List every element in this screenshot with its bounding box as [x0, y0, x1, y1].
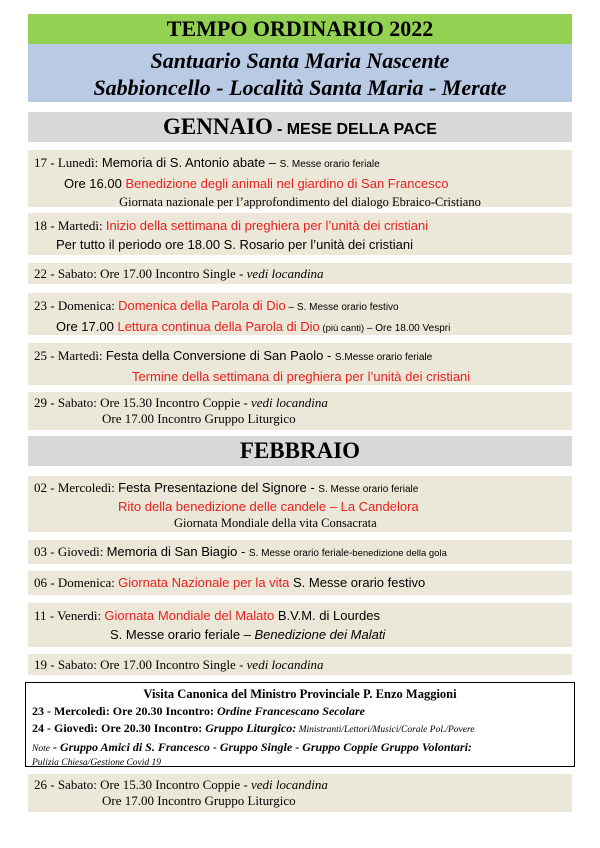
visit-line-group: Ordine Francescano Secolare	[216, 704, 365, 718]
event-jan-17	[28, 150, 572, 207]
event-highlight: Giornata Mondiale del Malato	[104, 608, 275, 623]
event-note: S. Messe orario feriale –	[110, 627, 255, 642]
event-small-note: benedizione della gola	[352, 548, 447, 559]
event-feb-19	[28, 654, 572, 675]
month-header-january	[28, 112, 572, 142]
event-jan-23	[28, 293, 572, 335]
event-extra: Ore 17.00 Incontro Gruppo Liturgico	[102, 411, 296, 426]
event-note: vedi locandina	[246, 657, 324, 672]
event-date: 23 - Domenica:	[34, 298, 119, 313]
event-date: 02 - Mercoledì:	[34, 480, 119, 495]
event-title: B.V.M. di Lourdes	[274, 608, 380, 623]
event-date: 11 - Venerdì:	[34, 608, 105, 623]
month-name: GENNAIO	[163, 114, 273, 139]
event-extra: Benedizione dei Malati	[254, 627, 386, 642]
event-highlight: Giornata Nazionale per la vita	[118, 575, 290, 590]
event-highlight: Rito della benedizione delle candele – La Candelora	[118, 499, 419, 514]
month-subtitle: - MESE DELLA PACE	[276, 121, 437, 138]
event-highlight: Domenica della Parola di Dio	[118, 298, 286, 313]
visit-line-date: 23 - Mercoledì: Ore 20.30 Incontro:	[32, 704, 217, 718]
visit-line-group: Gruppo Liturgico:	[205, 721, 297, 735]
event-highlight: Benedizione degli animali nel giardino di San Francesco	[125, 176, 449, 191]
event-feb-02	[28, 476, 572, 532]
event-date: 18 - Martedì:	[34, 218, 106, 233]
event-title: Memoria di S. Antonio abate –	[98, 155, 280, 170]
event-small-note: (più canti)	[319, 323, 365, 334]
event-note: vedi locandina	[250, 777, 328, 792]
event-feb-03	[28, 540, 572, 564]
subtitle-sanctuary: Santuario Santa Maria Nascente	[150, 48, 450, 73]
event-extra: Giornata nazionale per l’approfondimento del dialogo Ebraico-Cristiano	[119, 195, 481, 209]
event-date: 03 - Giovedì:	[34, 544, 107, 559]
event-note: – S. Messe orario festivo	[285, 302, 399, 313]
visit-note-extra: Pulizia Chiesa/Gestione Covid 19	[32, 758, 162, 768]
event-date: 17 - Lunedì:	[34, 155, 99, 170]
event-title: Festa della Conversione di San Paolo -	[105, 348, 335, 363]
visit-note-groups: - Gruppo Amici di S. Francesco - Gruppo Single - Gruppo Coppie Gruppo Volontari:	[49, 740, 472, 754]
event-feb-11	[28, 603, 572, 647]
event-extra: Per tutto il periodo ore 18.00 S. Rosario per l’unità dei cristiani	[56, 237, 413, 252]
event-highlight: Termine della settimana di preghiera per l’unità dei cristiani	[132, 369, 471, 384]
event-extra: Giornata Mondiale della vita Consacrata	[174, 516, 377, 530]
event-time: Ore 17.00	[56, 319, 118, 334]
event-date: 25 - Martedì:	[34, 348, 106, 363]
event-jan-18	[28, 213, 572, 255]
event-highlight-2: Lettura continua della Parola di Dio	[117, 319, 320, 334]
event-date: 22 - Sabato: Ore 17.00 Incontro Single -	[34, 266, 247, 281]
month-name: FEBBRAIO	[239, 438, 361, 463]
event-jan-29	[28, 392, 572, 430]
event-note: S. Messe orario feriale	[318, 484, 419, 495]
event-date: 26 - Sabato: Ore 15.30 Incontro Coppie -	[34, 777, 251, 792]
event-date: 06 - Domenica:	[34, 575, 119, 590]
event-date: 19 - Sabato: Ore 17.00 Incontro Single -	[34, 657, 247, 672]
visit-title: Visita Canonica del Ministro Provinciale P. Enzo Maggioni	[143, 687, 457, 701]
event-note: S.Messe orario feriale	[334, 352, 433, 363]
event-note: S. Messe orario feriale	[279, 159, 380, 170]
event-jan-22	[28, 263, 572, 284]
event-note: vedi locandina	[246, 266, 324, 281]
event-title: Memoria di San Biagio -	[106, 544, 249, 559]
event-feb-06	[28, 571, 572, 595]
page-subtitle	[28, 44, 572, 102]
event-note: vedi locandina	[250, 395, 328, 410]
page-title: TEMPO ORDINARIO 2022	[28, 14, 572, 44]
event-note: S. Messe orario feriale-	[248, 548, 353, 559]
visit-line-date: 24 - Giovedì: Ore 20.30 Incontro:	[32, 721, 206, 735]
event-end: – Ore 18.00 Vespri	[364, 323, 451, 334]
visit-note-label: Note	[32, 744, 50, 754]
subtitle-location: Sabbioncello - Località Santa Maria - Merate	[93, 75, 507, 100]
event-highlight: Inizio della settimana di preghiera per l’unità dei cristiani	[105, 218, 429, 233]
visit-line-detail: Ministranti/Lettori/Musici/Corale Pol./Povere	[296, 725, 475, 735]
event-note: S. Messe orario festivo	[289, 575, 426, 590]
event-title: Festa Presentazione del Signore -	[118, 480, 319, 495]
event-date: 29 - Sabato: Ore 15.30 Incontro Coppie -	[34, 395, 251, 410]
event-feb-26	[28, 774, 572, 812]
month-header-february	[28, 436, 572, 466]
event-jan-25	[28, 343, 572, 385]
event-extra: Ore 17.00 Incontro Gruppo Liturgico	[102, 793, 296, 808]
event-time: Ore 16.00	[64, 176, 126, 191]
canonical-visit-box	[25, 682, 575, 767]
